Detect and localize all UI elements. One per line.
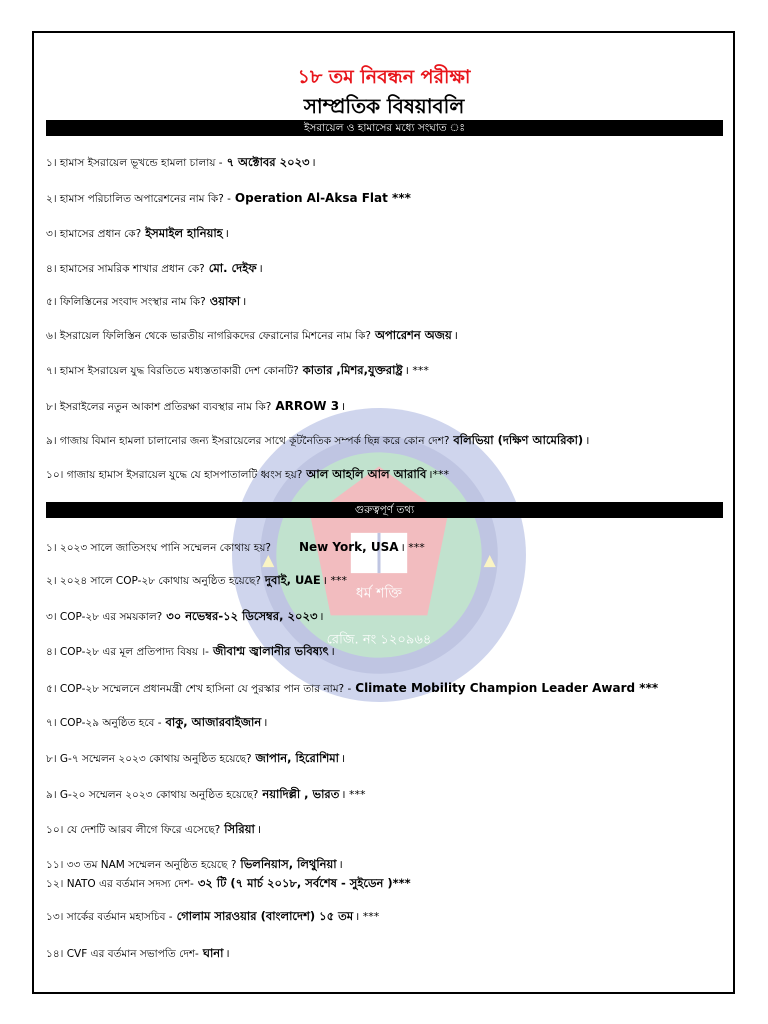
question-text: ১। ২০২৩ সালে জাতিসংঘ পানি সম্মেলন কোথায় হয়?	[46, 542, 271, 554]
answer-mark: । ***	[355, 910, 380, 923]
answer-mark: ।	[340, 752, 346, 765]
watermark-center-text: ধর্ম শক্তি	[355, 585, 403, 602]
question-text: ৪। COP-২৮ এর মূল প্রতিপাদ্য বিষয় ।-	[46, 646, 209, 658]
section-heading-israel-hamas: ইসরায়েল ও হামাসের মধ্যে সংঘাত ঃ	[46, 120, 723, 136]
question-text: ১। হামাস ইসরায়েল ভূখন্ডে হামলা চালায় -	[46, 157, 223, 169]
list-item	[46, 261, 263, 276]
question-text: ৫। COP-২৮ সম্মেলনে প্রধানমন্ত্রী শেখ হাসিনা যে পুরস্কার পান তার নাম? -	[46, 683, 352, 695]
list-item	[46, 787, 366, 802]
answer-mark: ।	[330, 645, 335, 658]
answer-text: ৩০ নভেম্বর-১২ ডিসেম্বর, ২০২৩	[166, 609, 318, 623]
list-item	[46, 191, 413, 206]
answer-text: সিরিয়া	[224, 822, 255, 836]
list-item	[46, 644, 335, 659]
list-item	[46, 226, 229, 241]
question-text: ৯। G-২০ সম্মেলন ২০২৩ কোথায় অনুষ্ঠিত হয়েছে?	[46, 789, 259, 801]
question-text: ৩। হামাসের প্রধান কে?	[46, 228, 142, 240]
answer-text: ভিলনিয়াস, লিথুনিয়া	[240, 857, 337, 871]
question-text: ৮। ইসরাইলের নতুন আকাশ প্রতিরক্ষা ব্যবস্থার নাম কি?	[46, 401, 272, 413]
question-text: ৭। হামাস ইসরায়েল যুদ্ধ বিরতিতে মধ্যস্ততাকারী দেশ কোনটি?	[46, 365, 299, 377]
question-text: ৭। COP-২৯ অনুষ্ঠিত হবে -	[46, 717, 162, 729]
question-text: ১১। ৩৩ তম NAM সম্মেলন অনুষ্ঠিত হয়েছে ?	[46, 859, 237, 871]
answer-text: নয়াদিল্লী , ভারত	[262, 787, 340, 801]
watermark-seal-logo	[228, 404, 530, 706]
list-item	[46, 751, 345, 766]
question-text: ৪। হামাসের সামরিক শাখার প্রধান কে?	[46, 263, 205, 275]
page-subtitle: সাম্প্রতিক বিষয়াবলি	[303, 94, 465, 118]
answer-mark: ।	[585, 434, 590, 447]
answer-mark: ।	[338, 858, 343, 871]
answer-text: দুবাই, UAE	[264, 573, 321, 587]
list-item	[46, 946, 230, 961]
answer-text: Climate Mobility Champion Leader Award ***	[355, 681, 659, 695]
list-item	[46, 573, 347, 588]
list-item	[46, 433, 589, 448]
section-heading-important-info: গুরুত্বপূর্ণ তথ্য	[46, 502, 723, 518]
answer-text: ইসমাইল হানিয়াহ	[145, 226, 223, 240]
answer-text: অপারেশন অজয়	[375, 328, 452, 342]
answer-mark: ।	[224, 227, 229, 240]
list-item	[46, 328, 458, 343]
list-item	[46, 540, 425, 555]
answer-mark: ।	[341, 400, 346, 413]
watermark-reg-text: রেজি. নং ১২০৯৬৪	[326, 632, 432, 648]
answer-mark: । ***	[322, 574, 347, 587]
answer-mark: ।	[263, 716, 268, 729]
answer-text: বাকু, আজারবাইজান	[165, 715, 262, 729]
answer-mark: ।	[311, 156, 316, 169]
answer-mark: ।***	[428, 468, 450, 481]
question-text: ৫। ফিলিস্তিনের সংবাদ সংস্থার নাম কি?	[46, 296, 206, 308]
answer-text: আল আহলি আল আরাবি	[306, 467, 427, 481]
answer-text: মো. দেইফ	[208, 261, 257, 275]
answer-text: New York, USA	[298, 540, 399, 554]
answer-mark: ।	[319, 610, 324, 623]
answer-text: ৭ অক্টোবর ২০২৩	[226, 155, 310, 169]
answer-text: Operation Al-Aksa Flat ***	[234, 191, 411, 205]
list-item	[46, 467, 449, 482]
question-text: ২। হামাস পরিচালিত অপারেশনের নাম কি? -	[46, 193, 231, 205]
answer-mark: । ***	[341, 788, 366, 801]
list-item	[46, 294, 246, 309]
answer-text: জাপান, হিরোশিমা	[255, 751, 339, 765]
question-text: ১০। গাজায় হামাস ইসরায়েল যুদ্ধে যে হাসপাতালটি ধ্বংস হয়?	[46, 469, 303, 481]
list-item	[46, 822, 261, 837]
question-text: ১০। যে দেশটি আরব লীগে ফিরে এসেছে?	[46, 824, 221, 836]
answer-text: গোলাম সারওয়ার (বাংলাদেশ) ১৫ তম	[176, 909, 354, 923]
answer-mark: ।	[453, 329, 458, 342]
list-item	[46, 363, 429, 378]
answer-mark: ।	[258, 262, 263, 275]
answer-text: ঘানা	[202, 946, 224, 960]
answer-text: জীবাশ্ম জ্বালানীর ভবিষ্যৎ	[212, 644, 329, 658]
question-text: ১২। NATO এর বর্তমান সদস্য দেশ-	[46, 878, 194, 890]
list-item	[46, 715, 267, 730]
answer-mark: ।	[225, 947, 230, 960]
list-item	[46, 399, 345, 414]
question-text: ৯। গাজায় বিমান হামলা চালানোর জন্য ইসরায়েলের সাথে কূটনৈতিক সম্পর্ক ছিন্ন করে কোন দেশ?	[46, 435, 450, 447]
answer-mark: । ***	[404, 364, 429, 377]
answer-mark: ।	[242, 295, 247, 308]
answer-text: ARROW 3	[275, 399, 340, 413]
answer-text: কাতার ,মিশর,যুক্তরাষ্ট্র	[302, 363, 403, 377]
question-text: ৬। ইসরায়েল ফিলিস্তিন থেকে ভারতীয় নাগরিকদের ফেরানোর মিশনের নাম কি?	[46, 330, 371, 342]
question-text: ৩। COP-২৮ এর সময়কাল?	[46, 611, 163, 623]
question-text: ৮। G-৭ সম্মেলন ২০২৩ কোথায় অনুষ্ঠিত হয়েছে?	[46, 753, 252, 765]
question-text: ১৩। সার্কের বর্তমান মহাসচিব -	[46, 911, 173, 923]
list-item	[46, 609, 324, 624]
answer-mark: ।	[256, 823, 262, 836]
list-item	[46, 155, 316, 170]
question-text: ১৪। CVF এর বর্তমান সভাপতি দেশ-	[46, 948, 199, 960]
list-item	[46, 857, 343, 872]
list-item	[46, 909, 379, 924]
list-item	[46, 876, 413, 891]
question-text: ২। ২০২৪ সালে COP-২৮ কোথায় অনুষ্ঠিত হয়েছে?	[46, 575, 261, 587]
answer-text: বলিভিয়া (দক্ষিণ আমেরিকা)	[453, 433, 584, 447]
answer-mark: । ***	[400, 541, 425, 554]
answer-text: ওয়াফা	[209, 294, 241, 308]
list-item	[46, 681, 660, 696]
page-title: ১৮ তম নিবন্ধন পরীক্ষা	[297, 66, 471, 88]
answer-text: ৩২ টি (৭ মার্চ ২০১৮, সর্বশেষ - সুইডেন )***	[197, 876, 411, 890]
